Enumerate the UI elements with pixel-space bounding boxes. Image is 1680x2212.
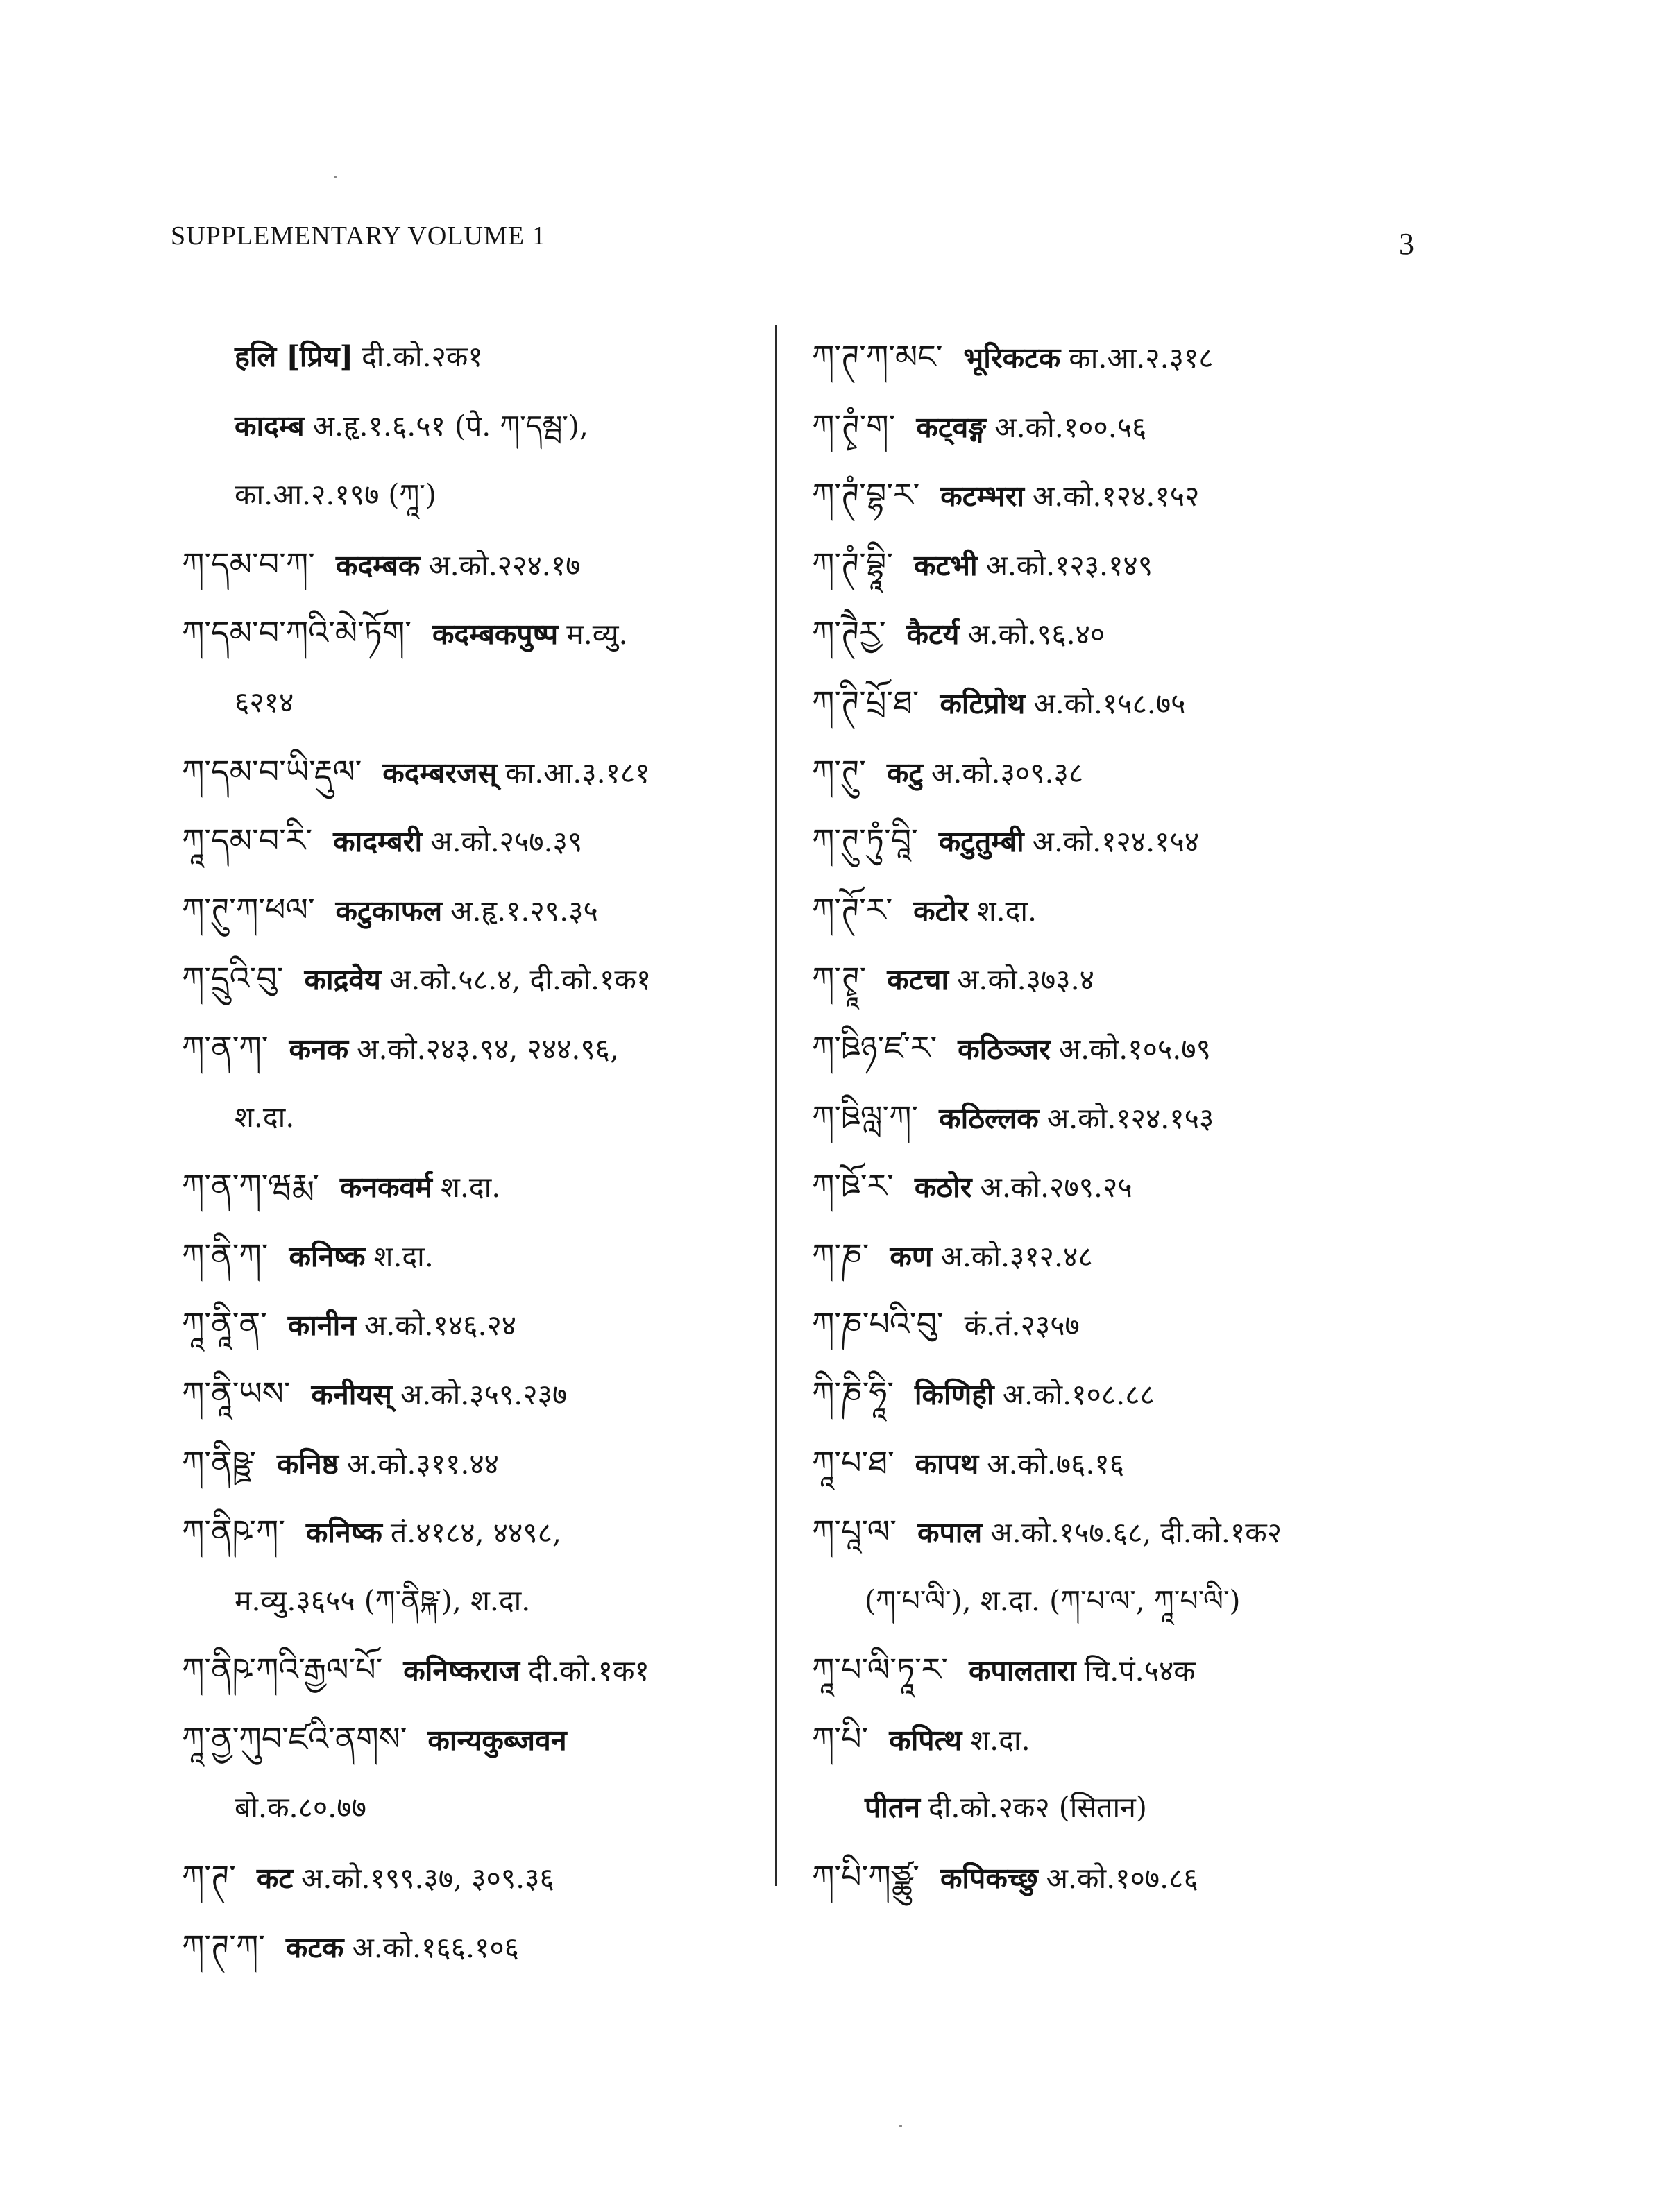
sanskrit-headword: कठिञ्जर bbox=[958, 1032, 1051, 1066]
dictionary-entry bbox=[182, 1290, 779, 1359]
sanskrit-headword: पीतन bbox=[865, 1791, 921, 1825]
sanskrit-headword: कानीन bbox=[287, 1309, 356, 1343]
tibetan-term: ཀ་ཊཻརྱ་ bbox=[812, 614, 886, 652]
tibetan-term: ཀ་ཊྭཾ་ག་ bbox=[812, 407, 896, 445]
tibetan-term: ཀ་དམ་བ་ཀའི་མེ་ཏོག་ bbox=[182, 614, 411, 652]
tibetan-term: ཀ་ནིཥྛ་ bbox=[182, 1443, 256, 1481]
source-reference: अ.को.१५७.६८, दी.को.१क२ bbox=[990, 1516, 1282, 1550]
dictionary-entry bbox=[812, 806, 1436, 876]
sanskrit-headword: कपित्थ bbox=[889, 1723, 962, 1757]
dictionary-entry bbox=[182, 876, 779, 945]
source-reference: का.आ.२.३१८ bbox=[1069, 341, 1214, 375]
sanskrit-headword: कटचा bbox=[887, 963, 949, 997]
scan-speck bbox=[899, 2125, 902, 2127]
tibetan-term: ཀ་པི་ bbox=[812, 1719, 869, 1758]
sanskrit-headword: कनकवर्म bbox=[339, 1171, 432, 1205]
dictionary-entry bbox=[812, 876, 1436, 945]
source-reference: अ.को.१९९.३७, ३०९.३६ bbox=[301, 1862, 554, 1896]
source-reference: अ.को.२४३.९४, २४४.९६, bbox=[357, 1032, 620, 1066]
source-reference: अ.को.३१२.४८ bbox=[940, 1239, 1093, 1273]
dictionary-entry bbox=[182, 599, 779, 668]
tibetan-term: ཀ་ཊ་ཀ་ bbox=[182, 1927, 265, 1965]
sanskrit-headword: कठिल्लक bbox=[939, 1101, 1039, 1135]
dictionary-entry bbox=[812, 944, 1436, 1014]
sanskrit-headword: कनिष्ठ bbox=[276, 1447, 339, 1481]
sanskrit-headword: कैटर्य bbox=[906, 618, 960, 652]
dictionary-entry bbox=[812, 668, 1436, 738]
entry-continuation-line bbox=[182, 1567, 779, 1636]
tibetan-term: ཀ་ཊ་ bbox=[182, 1858, 236, 1896]
dictionary-entry bbox=[182, 530, 779, 599]
source-reference: अ.को.३११.४४ bbox=[346, 1447, 500, 1481]
dictionary-entry bbox=[812, 461, 1436, 530]
entry-continuation-line bbox=[182, 323, 779, 392]
source-reference: अ.को.१०७.८६ bbox=[1046, 1862, 1198, 1896]
source-reference: अ.को.१२३.१४९ bbox=[985, 548, 1153, 582]
sanskrit-headword: कदम्बकपुष्प bbox=[432, 618, 559, 652]
sanskrit-headword: कान्यकुब्जवन bbox=[427, 1723, 567, 1757]
source-reference: अ.को.३७३.४ bbox=[957, 963, 1094, 997]
tibetan-term: ཀཱ་པ་ལི་ཏཱ་ར་ bbox=[812, 1651, 949, 1689]
source-reference: चि.पं.५४क bbox=[1084, 1654, 1196, 1688]
tibetan-term: ཀ་ཎ་པའི་བུ་ bbox=[812, 1305, 944, 1343]
source-reference: श.दा. bbox=[970, 1723, 1030, 1757]
source-reference: म.व्यु.३६५५ (ཀ་ནིཥྐ་), श.दा. bbox=[235, 1583, 531, 1617]
tibetan-term: ཀ་ནི་ཀ་ bbox=[182, 1236, 269, 1274]
dictionary-entry bbox=[182, 1705, 779, 1774]
sanskrit-headword: कट bbox=[256, 1862, 293, 1896]
page-number: 3 bbox=[1399, 227, 1414, 261]
sanskrit-headword: कदम्बक bbox=[335, 548, 421, 582]
sanskrit-headword: कण bbox=[890, 1239, 933, 1273]
dictionary-entry bbox=[812, 323, 1436, 392]
tibetan-term: ཀཱ་ནྱ་ཀུབ་ཛའི་ནགས་ bbox=[182, 1719, 407, 1758]
sanskrit-headword: कटभी bbox=[913, 548, 978, 582]
tibetan-term: ཀཱ་ནཱི་ན་ bbox=[182, 1305, 267, 1343]
source-reference: अ.को.७६.१६ bbox=[987, 1447, 1125, 1481]
tibetan-term: ཀ་ནིཥ་ཀའི་རྒྱལ་པོ་ bbox=[182, 1651, 383, 1689]
source-reference: दी.को.१क१ bbox=[528, 1654, 650, 1688]
source-reference: बो.क.८०.७७ bbox=[235, 1791, 366, 1825]
tibetan-term: ཀ་ཋོ་ར་ bbox=[812, 1167, 894, 1205]
source-reference: तं.४१८४, ४४९८, bbox=[390, 1516, 561, 1550]
source-reference: दी.को.२क२ (सितान) bbox=[928, 1791, 1147, 1825]
sanskrit-headword: कपिकच्छु bbox=[940, 1862, 1038, 1896]
sanskrit-headword: किणिही bbox=[914, 1377, 994, 1411]
source-reference: अ.को.१००.५६ bbox=[994, 410, 1147, 444]
source-reference: ६२१४ bbox=[235, 685, 294, 719]
entry-continuation-line bbox=[812, 1773, 1436, 1843]
entry-continuation-line bbox=[812, 1567, 1436, 1636]
source-reference: अ.को.१२४.१५४ bbox=[1032, 825, 1200, 859]
tibetan-term: ཀ་དམ་བ་ཡི་རྡུལ་ bbox=[182, 752, 362, 790]
dictionary-entry bbox=[812, 1359, 1436, 1429]
source-reference: अ.को.५८.४, दी.को.१क१ bbox=[389, 963, 652, 997]
tibetan-term: ཀ་ནིཥ་ཀ་ bbox=[182, 1513, 285, 1551]
tibetan-term: ཀ་པི་ཀཙྪུ་ bbox=[812, 1858, 919, 1896]
dictionary-entry bbox=[182, 806, 779, 876]
dictionary-entry bbox=[182, 944, 779, 1014]
entry-continuation-line bbox=[182, 461, 779, 530]
tibetan-term: ཀ་ཊུ་ཀ་ཕལ་ bbox=[182, 890, 315, 928]
dictionary-entry bbox=[812, 530, 1436, 599]
sanskrit-headword: कटुतुम्बी bbox=[938, 825, 1024, 859]
tibetan-term: ཀ་ཊྭཱ་ bbox=[812, 960, 867, 998]
tibetan-term: ཀ་ཎ་ bbox=[812, 1236, 869, 1274]
source-reference: अ.हृ.१.२९.३५ bbox=[450, 894, 598, 928]
sanskrit-headword: कनिष्कराज bbox=[403, 1654, 520, 1688]
running-title: SUPPLEMENTARY VOLUME 1 bbox=[171, 221, 546, 250]
sanskrit-headword: हलि [प्रिय] bbox=[235, 340, 353, 373]
dictionary-entry bbox=[812, 738, 1436, 807]
sanskrit-headword: कनिष्क bbox=[305, 1516, 382, 1550]
sanskrit-headword: कपालतारा bbox=[969, 1654, 1076, 1688]
dictionary-entry bbox=[182, 1359, 779, 1429]
sanskrit-headword: कनक bbox=[289, 1032, 349, 1066]
source-reference: श.दा. bbox=[976, 894, 1037, 928]
dictionary-entry bbox=[812, 1290, 1436, 1359]
entry-continuation-line bbox=[182, 1083, 779, 1152]
sanskrit-headword: कटुकाफल bbox=[335, 894, 443, 928]
sanskrit-headword: कटु bbox=[886, 756, 923, 790]
sanskrit-headword: काद्रवेय bbox=[304, 963, 381, 997]
source-reference: श.दा. bbox=[235, 1100, 295, 1134]
source-reference: श.दा. bbox=[440, 1171, 501, 1205]
tibetan-term: ཀཱ་དམ་བ་རི་ bbox=[182, 822, 313, 860]
sanskrit-headword: कटिप्रोथ bbox=[940, 686, 1026, 720]
tibetan-term: ཀ་ཋིལླ་ཀ་ bbox=[812, 1098, 919, 1136]
tibetan-term: ཀ་དམ་བ་ཀ་ bbox=[182, 545, 315, 583]
source-reference: अ.को.१४६.२४ bbox=[364, 1309, 517, 1343]
dictionary-entry bbox=[182, 1843, 779, 1912]
tibetan-term: ཀ་ཋིཉ་ཛ་ར་ bbox=[812, 1028, 937, 1066]
entry-continuation-line bbox=[182, 392, 779, 461]
sanskrit-headword: कदम्बरजस् bbox=[382, 756, 498, 790]
dictionary-entry bbox=[182, 1497, 779, 1567]
dictionary-entry bbox=[812, 1014, 1436, 1083]
source-reference: का.आ.२.१९७ (ཀཱ་) bbox=[235, 478, 436, 512]
tibetan-term: ཀ་ཊཾ་བྷ་ར་ bbox=[812, 476, 920, 514]
dictionary-entry bbox=[812, 1221, 1436, 1291]
sanskrit-headword: भूरिकटक bbox=[963, 341, 1061, 375]
dictionary-entry bbox=[812, 392, 1436, 461]
dictionary-entry bbox=[182, 1635, 779, 1705]
dictionary-entry bbox=[812, 1843, 1436, 1912]
dictionary-entry bbox=[182, 1429, 779, 1498]
tibetan-term: ཀ་ཊོ་ར་ bbox=[812, 890, 893, 928]
tibetan-term: ཀ་ཊུ་ཏུཾ་བཱི་ bbox=[812, 822, 918, 860]
dictionary-entry bbox=[182, 1912, 779, 1982]
source-reference: कं.तं.२३५७ bbox=[964, 1309, 1080, 1343]
sanskrit-headword: कादम्ब bbox=[235, 409, 305, 443]
source-reference: म.व्यु. bbox=[566, 618, 628, 652]
dictionary-entry bbox=[182, 1221, 779, 1291]
source-reference: श.दा. bbox=[373, 1239, 434, 1273]
dictionary-entry bbox=[812, 1635, 1436, 1705]
tibetan-term: ཀཱ་པ་ཐ་ bbox=[812, 1443, 894, 1481]
sanskrit-headword: कट्वङ्ग bbox=[916, 410, 987, 444]
dictionary-entry bbox=[812, 1705, 1436, 1774]
source-reference: अ.को.१२४.१५३ bbox=[1046, 1101, 1214, 1135]
tibetan-term: ཀ་ཊུ་ bbox=[812, 752, 866, 790]
tibetan-term: ཀ་པཱ་ལ་ bbox=[812, 1513, 897, 1551]
source-reference: अ.को.३५९.२३७ bbox=[400, 1377, 568, 1411]
source-reference: अ.को.२५७.३९ bbox=[430, 825, 583, 859]
tibetan-term: ཀི་ཎི་ཧཱི་ bbox=[812, 1374, 894, 1412]
source-reference: अ.को.२२४.१७ bbox=[428, 548, 581, 582]
tibetan-term: ཀ་དྲུའི་བུ་ bbox=[182, 960, 284, 998]
sanskrit-headword: कठोर bbox=[914, 1171, 972, 1205]
source-reference: अ.को.९६.४० bbox=[967, 618, 1105, 652]
source-reference: अ.को.१५८.७५ bbox=[1033, 686, 1186, 720]
entry-continuation-line bbox=[182, 668, 779, 738]
dictionary-entry bbox=[812, 1083, 1436, 1152]
dictionary-entry bbox=[812, 1152, 1436, 1221]
tibetan-term: ཀ་ན་ཀ་ bbox=[182, 1028, 269, 1066]
sanskrit-headword: कपाल bbox=[917, 1516, 983, 1550]
tibetan-term: ཀ་ན་ཀ་ཝརྨ་ bbox=[182, 1167, 319, 1205]
tibetan-term: ཀ་ཊ་ཀ་མང་ bbox=[812, 338, 943, 375]
dictionary-entry bbox=[812, 1497, 1436, 1567]
dictionary-entry bbox=[182, 1152, 779, 1221]
sanskrit-headword: कटोर bbox=[913, 894, 969, 928]
source-reference: अ.को.१६६.१०६ bbox=[352, 1930, 519, 1964]
sanskrit-headword: कटक bbox=[285, 1930, 344, 1964]
tibetan-term: ཀ་ཊི་པྲོ་ཐ་ bbox=[812, 683, 919, 721]
dictionary-entry bbox=[182, 738, 779, 807]
source-reference: का.आ.३.१८१ bbox=[505, 756, 650, 790]
dictionary-entry bbox=[812, 599, 1436, 668]
source-reference: दी.को.२क१ bbox=[362, 340, 483, 373]
sanskrit-headword: कटम्भरा bbox=[940, 479, 1024, 513]
sanskrit-headword: कनीयस् bbox=[311, 1377, 392, 1411]
sanskrit-headword: कनिष्क bbox=[289, 1239, 366, 1273]
column-divider bbox=[775, 325, 777, 1886]
source-reference: अ.को.३०९.३८ bbox=[931, 756, 1084, 790]
dictionary-entry bbox=[182, 1014, 779, 1083]
source-reference: अ.हृ.१.६.५१ (पे. ཀ་དམྦ་), bbox=[312, 409, 588, 443]
source-reference: अ.को.१०८.८८ bbox=[1002, 1377, 1155, 1411]
scan-speck bbox=[334, 176, 337, 178]
tibetan-term: ཀ་ཊཾ་བྷཱི་ bbox=[812, 545, 893, 583]
source-reference: (ཀ་པ་ལི་), श.दा. (ཀ་པ་ལ་, ཀཱ་པ་ལི་) bbox=[865, 1583, 1241, 1617]
sanskrit-headword: कापथ bbox=[915, 1447, 979, 1481]
right-column bbox=[812, 323, 1436, 1912]
left-column bbox=[182, 323, 779, 1981]
source-reference: अ.को.१०५.७९ bbox=[1058, 1032, 1211, 1066]
dictionary-entry bbox=[812, 1429, 1436, 1498]
source-reference: अ.को.२७९.२५ bbox=[980, 1171, 1132, 1205]
sanskrit-headword: कादम्बरी bbox=[333, 825, 423, 859]
tibetan-term: ཀ་ནཱི་ཡས་ bbox=[182, 1374, 291, 1412]
source-reference: अ.को.१२४.१५२ bbox=[1032, 479, 1200, 513]
entry-continuation-line bbox=[182, 1773, 779, 1843]
